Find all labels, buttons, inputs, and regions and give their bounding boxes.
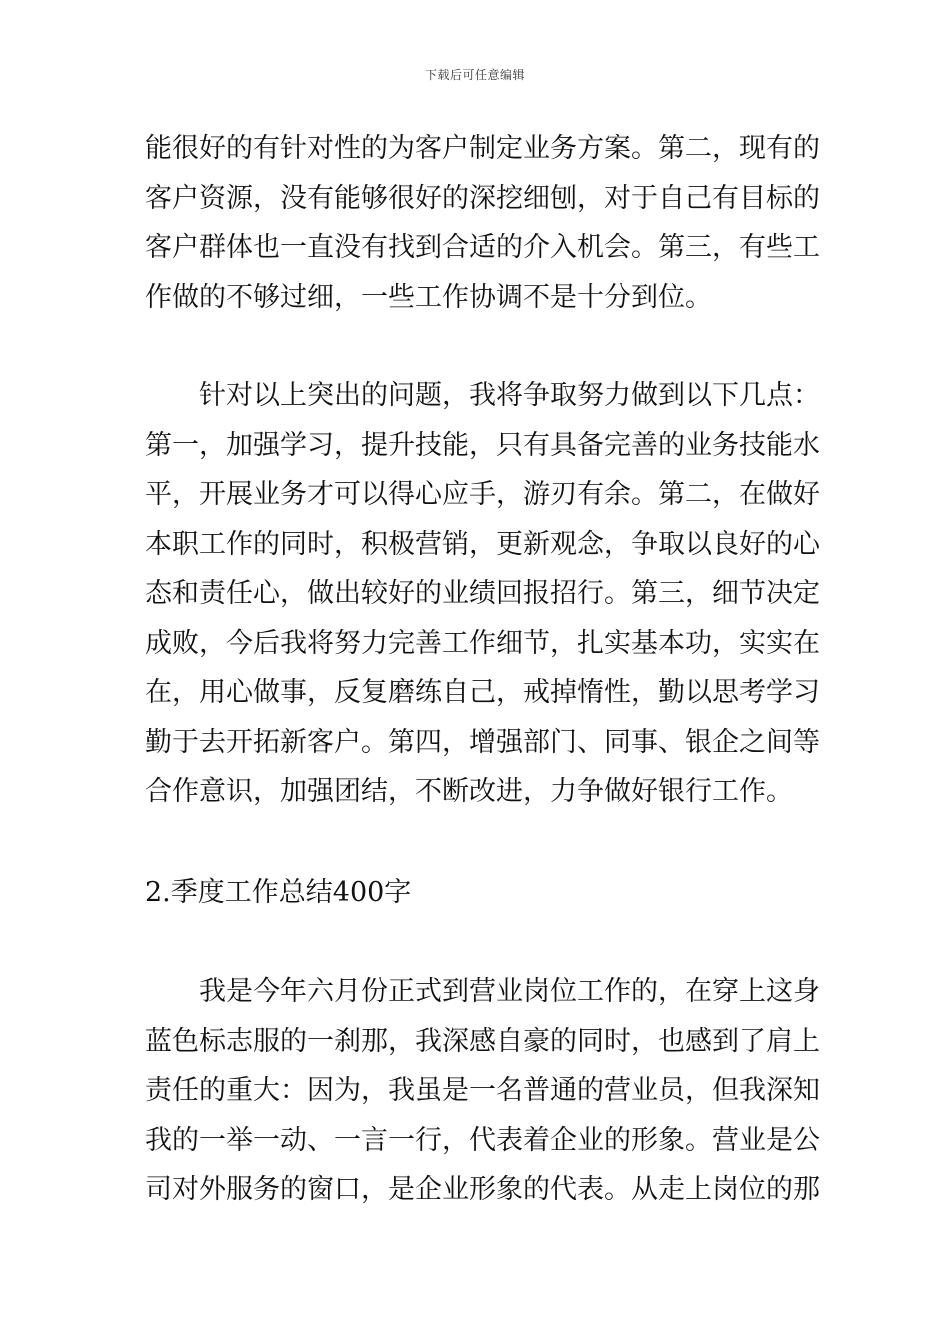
paragraph-line: 平，开展业务才可以得心应手，游刃有余。第二，在做好 <box>145 479 820 510</box>
paragraph-line: 勤于去开拓新客户。第四，增强部门、同事、银企之间等 <box>145 726 820 758</box>
paragraph-line: 责任的重大：因为，我虽是一名普通的营业员，但我深知 <box>145 1075 820 1106</box>
paragraph-line: 本职工作的同时，积极营销，更新观念，争取以良好的心 <box>145 528 820 560</box>
paragraph-line: 蓝色标志服的一刹那，我深感自豪的同时，也感到了肩上 <box>145 1025 820 1057</box>
paragraph-line: 我是今年六月份正式到营业岗位工作的，在穿上这身 <box>145 976 820 1007</box>
paragraph-line: 客户群体也一直没有找到合适的介入机会。第三，有些工 <box>145 232 820 263</box>
page-header: 下载后可任意编辑 <box>424 68 525 82</box>
paragraph-1 <box>145 124 820 322</box>
paragraph-2 <box>145 371 820 817</box>
paragraph-line: 针对以上突出的问题，我将争取努力做到以下几点： <box>145 380 820 411</box>
paragraph-line: 合作意识，加强团结，不断改进，力争做好银行工作。 <box>145 776 793 807</box>
section-heading-text: 2.季度工作总结400字 <box>145 877 412 908</box>
paragraph-line: 作做的不够过细，一些工作协调不是十分到位。 <box>145 281 712 313</box>
paragraph-line: 态和责任心，做出较好的业绩回报招行。第三，细节决定 <box>145 578 820 609</box>
paragraph-line: 在，用心做事，反复磨练自己，戒掉惰性，勤以思考学习 <box>145 677 820 708</box>
paragraph-line: 能很好的有针对性的为客户制定业务方案。第二，现有的 <box>145 133 820 164</box>
paragraph-3 <box>145 967 820 1215</box>
section-heading <box>145 868 815 918</box>
paragraph-line: 成败，今后我将努力完善工作细节，扎实基本功，实实在 <box>145 627 820 659</box>
paragraph-line: 客户资源，没有能够很好的深挖细刨，对于自己有目标的 <box>145 182 820 214</box>
paragraph-line: 司对外服务的窗口，是企业形象的代表。从走上岗位的那 <box>145 1174 820 1205</box>
paragraph-line: 第一，加强学习，提升技能，只有具备完善的业务技能水 <box>145 429 820 461</box>
paragraph-line: 我的一举一动、一言一行，代表着企业的形象。营业是公 <box>145 1124 820 1156</box>
